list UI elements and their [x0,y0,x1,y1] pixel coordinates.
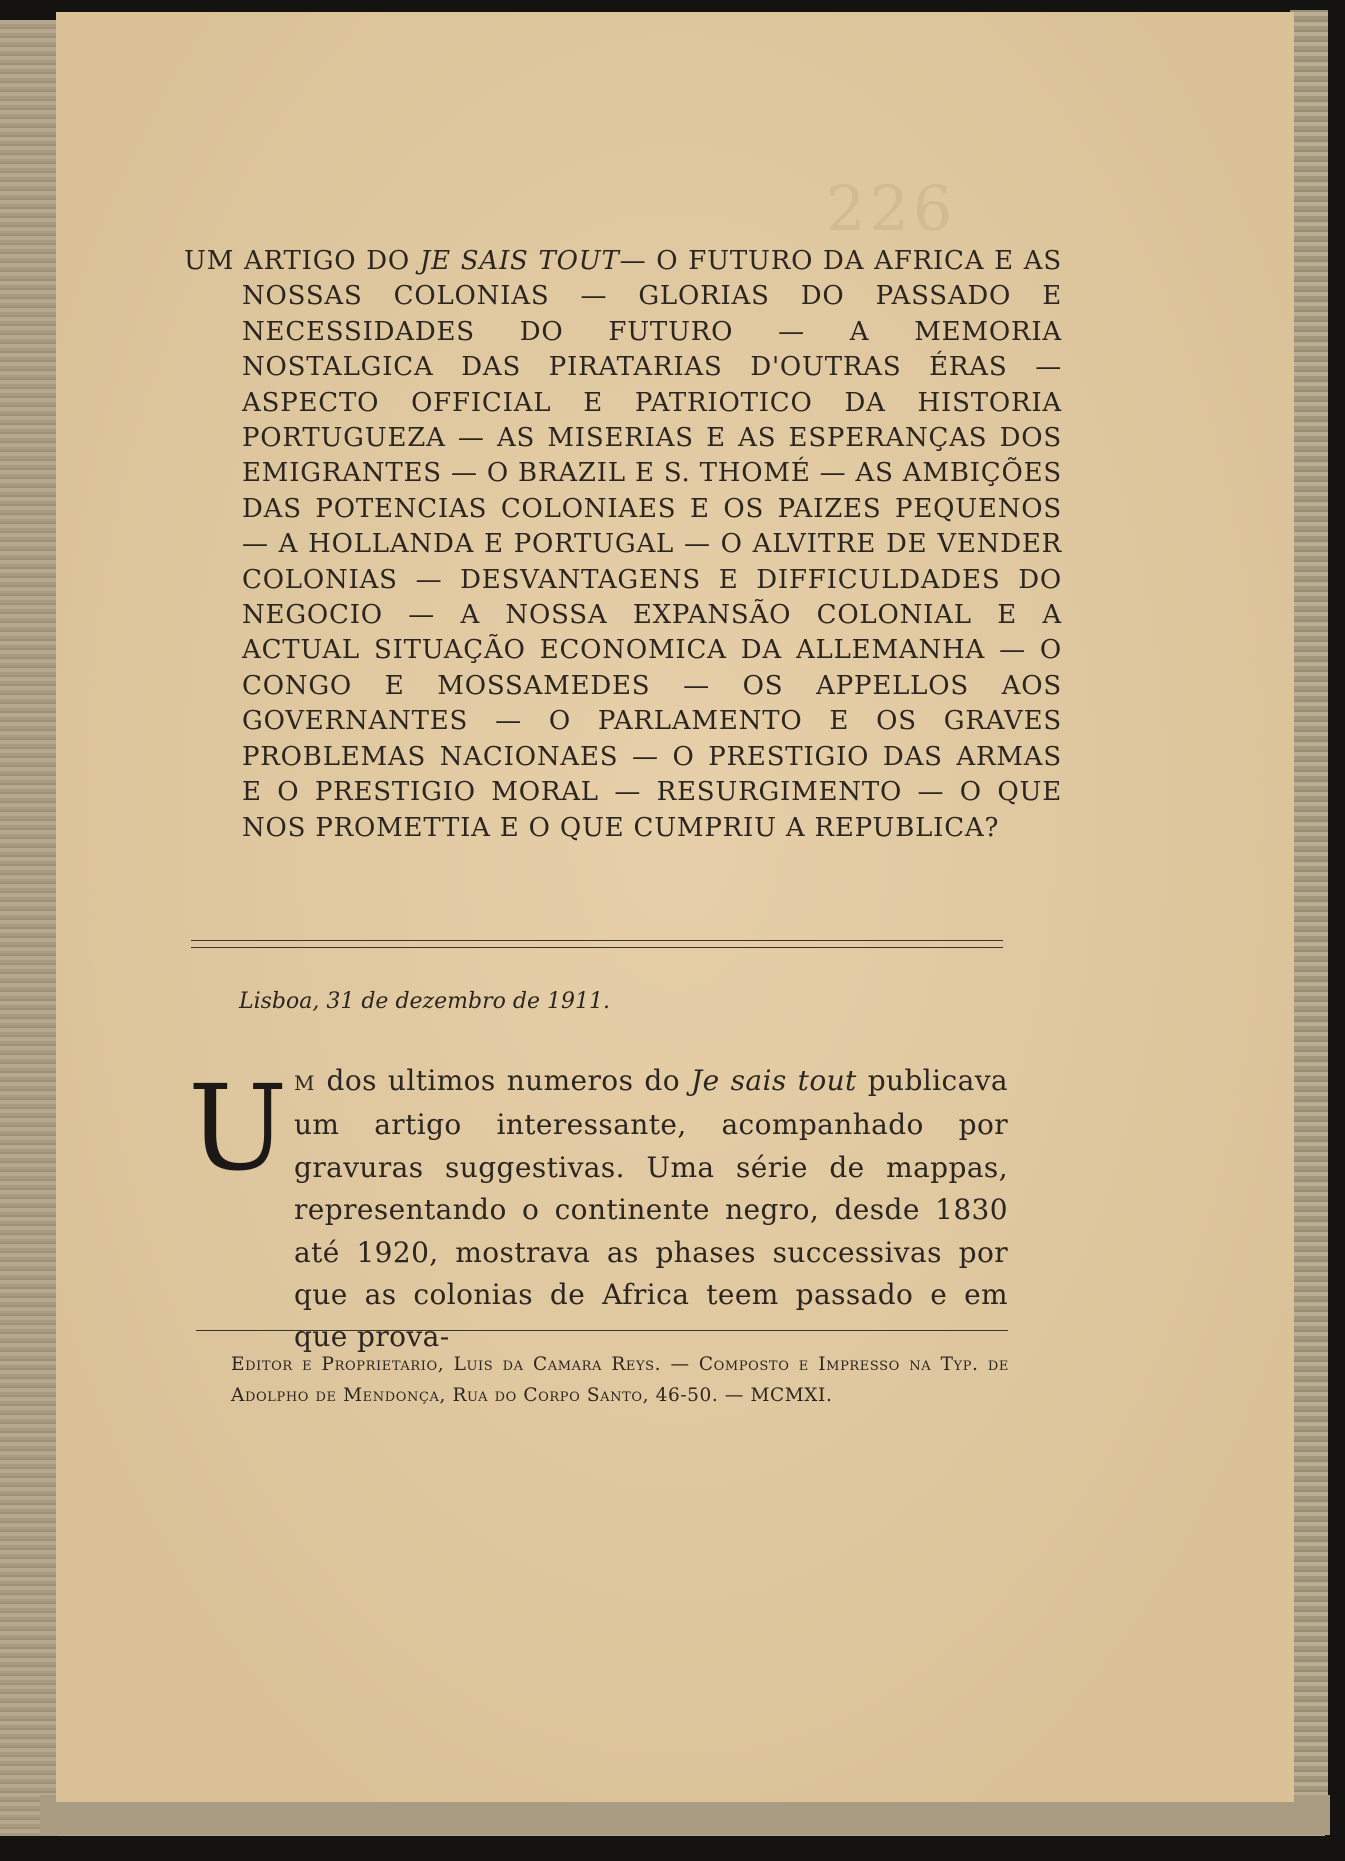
body-text-1: dos ultimos numeros do [315,1064,692,1097]
body-text-2: publicava um artigo interessante, acompanhado por gravuras suggestivas. Uma série de mappas, representando o continente negro, desde 1830 até 1920, mostrava as phases successivas por que as colonias de Africa teem passado e em que prova- [294,1064,1009,1354]
body-paragraph [196,1060,1008,1359]
chapter-summary [184,244,1062,846]
left-binding-edge [0,20,58,1836]
summary-rest: — O FUTURO DA AFRICA E AS NOSSAS COLONIAS — GLORIAS DO PASSADO E NECESSIDADES DO FUTURO — A MEMORIA NOSTALGICA DAS PIRATARIAS D'OUTRAS ÉRAS — ASPECTO OFFICIAL E PATRIOTICO DA HISTORIA PORTUGUEZA — AS MISERIAS E AS ESPERANÇAS DOS EMIGRANTES — O BRAZIL E S. THOMÉ — AS AMBIÇÕES DAS POTENCIAS COLONIAES E OS PAIZES PEQUENOS — A HOLLANDA E PORTUGAL — O ALVITRE DE VENDER COLONIAS — DESVANTAGENS E DIFFICULDADES DO NEGOCIO — A NOSSA EXPANSÃO COLONIAL E A ACTUAL SITUAÇÃO ECONOMICA DA ALLEMANHA — O CONGO E MOSSAMEDES — OS APPELLOS AOS GOVERNANTES — O PARLAMENTO E OS GRAVES PROBLEMAS NACIONAES — O PRESTIGIO DAS ARMAS E O PRESTIGIO MORAL — RESURGIMENTO — O QUE NOS PROMETTIA E O QUE CUMPRIU A REPUBLICA? [242,246,1062,843]
drop-cap: U [188,1059,288,1197]
body-smallcaps: M [294,1071,316,1095]
summary-italic-title: JE SAIS TOUT [419,246,620,276]
show-through-page-number: 226 [826,172,957,245]
body-italic-title: Je sais tout [691,1064,857,1097]
double-rule [191,940,1003,948]
imprint-footer: Editor e Proprietario, Luis da Camara Reys. — Composto e Impresso na Typ. de Adolpho de Mendonça, Rua do Corpo Santo, 46-50. — MCMXI. [231,1354,1009,1406]
footer-rule [196,1330,1008,1331]
dateline: Lisboa, 31 de dezembro de 1911. [239,989,610,1014]
paper-page [56,12,1294,1802]
right-page-edge [1290,10,1328,1830]
summary-lead: UM ARTIGO DO [184,246,411,276]
